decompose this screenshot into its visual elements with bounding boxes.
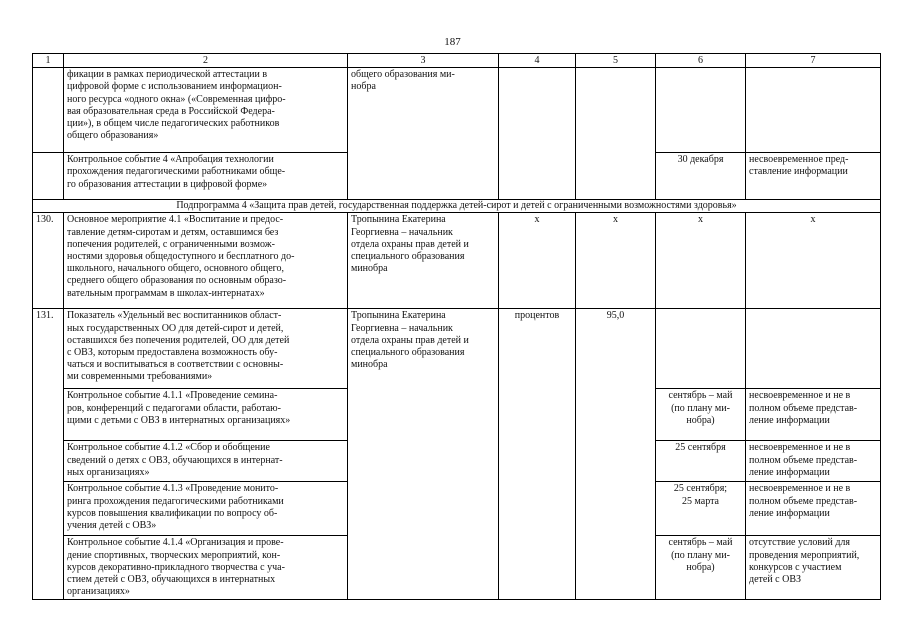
risk-cell: х [746, 213, 881, 309]
deadline-cell: 25 сентября [656, 441, 746, 482]
risk-cell [746, 68, 881, 153]
measure-cell: Основное мероприятие 4.1 «Воспитание и предос- тавление детям-сиротам и детям, оставшимся без попечения родителей, с ограниченными возмож- ностями здоровья общедоступного и бесплатного до- школьного, начального общего, основного общего, среднего общего образования по основным образо- вательным программам в школах-интернатах» [64, 213, 348, 309]
page-number: 187 [444, 36, 461, 48]
deadline-cell [656, 68, 746, 153]
responsible-cell: Тропынина Екатерина Георгиевна – начальник отдела охраны прав детей и специального образования минобра [348, 213, 499, 309]
deadline-cell: х [656, 213, 746, 309]
risk-cell [746, 309, 881, 389]
deadline-cell [656, 309, 746, 389]
value-cell: х [576, 213, 656, 309]
measures-table [32, 53, 881, 600]
deadline-cell: сентябрь – май (по плану ми- нобра) [656, 536, 746, 600]
risk-cell: несвоевременное и не в полном объеме представ- ление информации [746, 441, 881, 482]
column-header: 6 [656, 54, 746, 68]
column-header: 1 [33, 54, 64, 68]
row-number-cell: 130. [33, 213, 64, 309]
column-header: 7 [746, 54, 881, 68]
unit-cell: процентов [499, 309, 576, 600]
row-number-cell: 131. [33, 309, 64, 600]
table-row [33, 309, 881, 389]
responsible-cell: Тропынина Екатерина Георгиевна – начальник отдела охраны прав детей и специального образования минобра [348, 309, 499, 600]
row-number-cell [33, 68, 64, 153]
column-header: 3 [348, 54, 499, 68]
measure-cell: Контрольное событие 4.1.3 «Проведение монито- ринга прохождения педагогическими работниками курсов повышения квалификации по вопросу об- учения детей с ОВЗ» [64, 482, 348, 536]
subprogram-title: Подпрограмма 4 «Защита прав детей, государственная поддержка детей-сирот и детей с ограниченными возможностями здоровья» [33, 200, 881, 213]
row-number-cell [33, 153, 64, 200]
deadline-cell: сентябрь – май (по плану ми- нобра) [656, 389, 746, 441]
deadline-cell: 30 декабря [656, 153, 746, 200]
measure-cell: Контрольное событие 4.1.4 «Организация и прове- дение спортивных, творческих мероприятий, кон- курсов декоративно-прикладного творчества с уча- стием детей с ОВЗ, обучающихся в интернатных организациях» [64, 536, 348, 600]
unit-cell: х [499, 213, 576, 309]
risk-cell: несвоевременное и не в полном объеме представ- ление информации [746, 482, 881, 536]
responsible-cell: общего образования ми- нобра [348, 68, 499, 200]
column-header: 2 [64, 54, 348, 68]
measure-cell: фикации в рамках периодической аттестации в цифровой форме с использованием информацион- ного ресурса «одного окна» («Современная цифро- вая образовательная среда в Российской Федера- ции»), в общем числе педагогических работников общего образования» [64, 68, 348, 153]
measure-cell: Показатель «Удельный вес воспитанников област- ных государственных ОО для детей-сирот и детей, оставшихся без попечения родителей, ОО для детей с ОВЗ, которым предоставлена возможность обу- чаться и воспитываться в соответствии с основны- ми современными требованиями» [64, 309, 348, 389]
table-row [33, 68, 881, 153]
measure-cell: Контрольное событие 4.1.2 «Сбор и обобщение сведений о детях с ОВЗ, обучающихся в интернат- ных организациях» [64, 441, 348, 482]
risk-cell: несвоевременное пред- ставление информации [746, 153, 881, 200]
unit-cell [499, 68, 576, 200]
value-cell [576, 68, 656, 200]
subprogram-row [33, 200, 881, 213]
deadline-cell: 25 сентября; 25 марта [656, 482, 746, 536]
value-cell: 95,0 [576, 309, 656, 600]
risk-cell: несвоевременное и не в полном объеме представ- ление информации [746, 389, 881, 441]
risk-cell: отсутствие условий для проведения мероприятий, конкурсов с участием детей с ОВЗ [746, 536, 881, 600]
measure-cell: Контрольное событие 4.1.1 «Проведение семина- ров, конференций с педагогами области, работаю- щими с детьми с ОВЗ в интернатных организациях» [64, 389, 348, 441]
column-header: 5 [576, 54, 656, 68]
table-header-row [33, 54, 881, 68]
measure-cell: Контрольное событие 4 «Апробация технологии прохождения педагогическими работниками обще- го образования аттестации в цифровой форме» [64, 153, 348, 200]
column-header: 4 [499, 54, 576, 68]
table-row [33, 213, 881, 309]
